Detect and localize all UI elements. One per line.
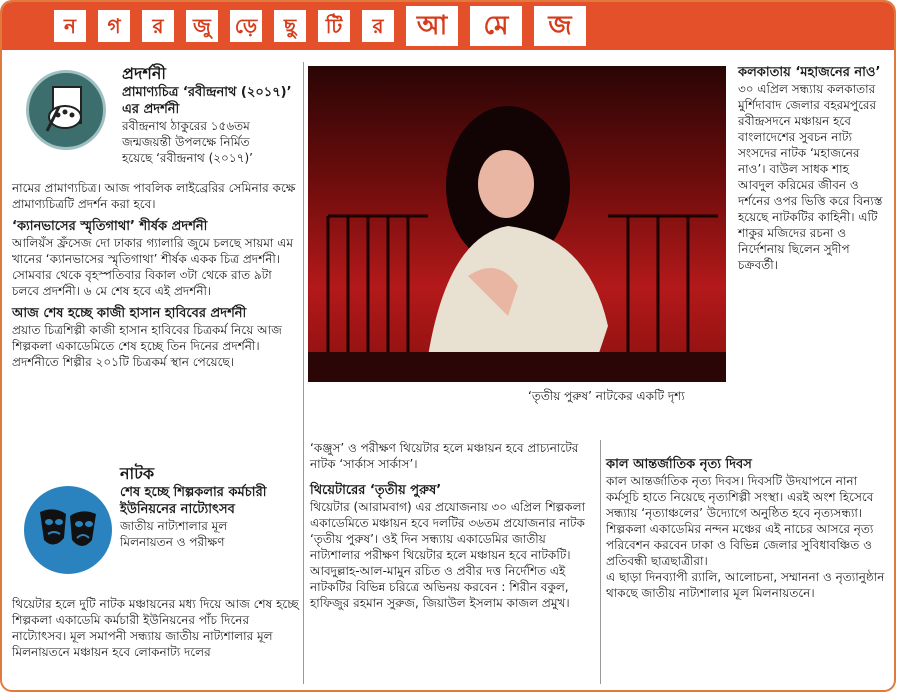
article-body: ‘কঞ্জুস’ ও পরীক্ষণ থিয়েটার হলে মঞ্চায়ন হবে প্রাচ্যনাটের নাটক ‘সার্কাস সার্কাস’। bbox=[310, 441, 579, 471]
article-body: প্রয়াত চিত্রশিল্পী কাজী হাসান হাবিবের চিত্রকর্ম নিয়ে আজ শিল্পকলা একাডেমিতে শেষ হচ্ছে তিন দিনের প্রদর্শনী। প্রদর্শনীতে শিল্পীর ২০১টি চিত্রকর্ম স্থান পেয়েছে। bbox=[12, 323, 282, 369]
banner-title bbox=[54, 10, 586, 46]
body-line: জাতীয় নাট্যশালার মূল bbox=[120, 519, 228, 533]
drama-masks-icon bbox=[24, 486, 112, 574]
body-line: রবীন্দ্রনাথ ঠাকুরের ১৫৬তম bbox=[122, 119, 250, 133]
body-line: মিলনায়তন ও পরীক্ষণ bbox=[120, 535, 225, 549]
banner-char: ড়ে bbox=[230, 10, 262, 42]
stage-photo bbox=[308, 66, 726, 382]
photo-caption: ‘তৃতীয় পুরুষ’ নাটকের একটি দৃশ্য bbox=[528, 389, 685, 403]
section-title-exhibition: প্রদর্শনী bbox=[122, 64, 166, 83]
banner-char: ন bbox=[54, 10, 86, 42]
banner-char: আ bbox=[406, 6, 458, 46]
section-banner bbox=[2, 2, 894, 50]
headline: ‘ক্যানভাসের স্মৃতিগাথা’ শীর্ষক প্রদর্শনী bbox=[12, 219, 208, 234]
section-title-drama: নাটক bbox=[120, 464, 155, 483]
headline: শেষ হচ্ছে শিল্পকলার কর্মচারী ইউনিয়নের নাট্যোৎসব bbox=[120, 485, 267, 517]
headline: কাল আন্তর্জাতিক নৃত্য দিবস bbox=[606, 457, 752, 472]
article-body: এ ছাড়া দিনব্যাপী র‍্যালি, আলোচনা, সম্মাননা ও নৃত্যানুষ্ঠান থাকছে জাতীয় নাট্যশালার মূল মিলনায়তনে। bbox=[606, 570, 885, 600]
banner-char: মে bbox=[470, 6, 522, 46]
banner-char: র bbox=[362, 10, 394, 42]
banner-char: জ bbox=[534, 6, 586, 46]
banner-char: জু bbox=[186, 10, 218, 42]
article-body: ৩০ এপ্রিল সন্ধ্যায় কলকাতার মুর্শিদাবাদ জেলার বহরমপুরের রবীন্দ্রসদনে মঞ্চায়ন হবে বাংলাদেশের সুবচন নাট্য সংসদের নাটক ‘মহাজনের নাও’। বাউল সাধক শাহ আবদুল করিমের জীবন ও দর্শনের ওপর ভিত্তি করে বিন্যস্ত হয়েছে নাটকটির কাহিনী। এটি শাকুর মজিদের রচনা ও নির্দেশনায় ছিলেন সুদীপ চক্রবর্তী। bbox=[738, 82, 883, 272]
article-body: আলিয়ঁস ফ্রঁসেজ দো ঢাকার গ্যালারি জুমে চলছে সায়মা এম খানের ‘ক্যানভাসের স্মৃতিগাথা’ শীর্ষক একক চিত্র প্রদর্শনী। সোমবার থেকে বৃহস্পতিবার বিকাল ৩টা থেকে রাত ৯টা চলবে প্রদর্শনী। ৬ মে শেষ হবে এই প্রদর্শনী। bbox=[12, 236, 294, 298]
body-line: জন্মজয়ন্তী উপলক্ষে নির্মিত bbox=[122, 135, 250, 149]
article-body: থিয়েটার (আরামবাগ) এর প্রযোজনায় ৩০ এপ্রিল শিল্পকলা একাডেমিতে মঞ্চায়ন হবে দলটির ৩৬তম প্রযোজনার নাটক ‘তৃতীয় পুরুষ’। ওই দিন সন্ধ্যায় একাডেমির জাতীয় নাট্যশালার পরীক্ষণ থিয়েটার হলে মঞ্চায়ন হবে নাটকটি। আবদুল্লাহ-আল-মামুন রচিত ও প্রবীর দত্ত নির্দেশিত এই নাটকটির বিভিন্ন চরিত্রে অভিনয় করবেন : শিরীন বকুল, হাফিজুর রহমান সুরুজ, জিয়াউল ইসলাম কাজল প্রমুখ। bbox=[310, 500, 586, 610]
palette-icon bbox=[26, 70, 106, 150]
headline: থিয়েটারের ‘তৃতীয় পুরুষ’ bbox=[310, 483, 442, 498]
article-body: কাল আন্তর্জাতিক নৃত্য দিবস। দিবসটি উদযাপনে নানা কর্মসূচি হাতে নিয়েছে নৃত্যশিল্পী সংস্থা। এরই অংশ হিসেবে সন্ধ্যায় ‘নৃত্যাঞ্চলের’ উদ্যোগে অনুষ্ঠিত হবে নৃত্যসন্ধ্যা। শিল্পকলা একাডেমির নন্দন মঞ্চের এই নাচের আসরে নৃত্য পরিবেশন করবেন ঢাকা ও বিভিন্ন জেলার সুবিধাবঞ্চিত ও প্রতিবন্ধী ছাত্রছাত্রীরা। bbox=[606, 474, 874, 568]
banner-char: র bbox=[142, 10, 174, 42]
banner-char: টি bbox=[318, 10, 350, 42]
headline: আজ শেষ হচ্ছে কাজী হাসান হাবিবের প্রদর্শনী bbox=[12, 306, 247, 321]
column-divider bbox=[600, 440, 601, 684]
banner-char: গ bbox=[98, 10, 130, 42]
headline: প্রামাণ্যচিত্র ‘রবীন্দ্রনাথ (২০১৭)’ এর প্রদর্শনী bbox=[122, 85, 292, 117]
banner-char: ছু bbox=[274, 10, 306, 42]
column-divider bbox=[303, 62, 304, 684]
article-body: নামের প্রামাণ্যচিত্র। আজ পাবলিক লাইব্রেরির সেমিনার কক্ষে প্রামাণ্যচিত্রটি প্রদর্শন করা হবে। bbox=[12, 181, 296, 211]
body-line: হয়েছে ‘রবীন্দ্রনাথ (২০১৭)’ bbox=[122, 151, 253, 165]
headline: কলকাতায় ‘মহাজনের নাও’ bbox=[738, 65, 881, 80]
article-body: থিয়েটার হলে দুটি নাটক মঞ্চায়নের মধ্য দিয়ে আজ শেষ হচ্ছে শিল্পকলা একাডেমি কর্মচারী ইউনিয়নের পাঁচ দিনের নাট্যোৎসব। মূল সমাপনী সন্ধ্যায় জাতীয় নাট্যশালার মূল মিলনায়তনে মঞ্চায়ন হবে লোকনাট্য দলের bbox=[12, 597, 299, 659]
